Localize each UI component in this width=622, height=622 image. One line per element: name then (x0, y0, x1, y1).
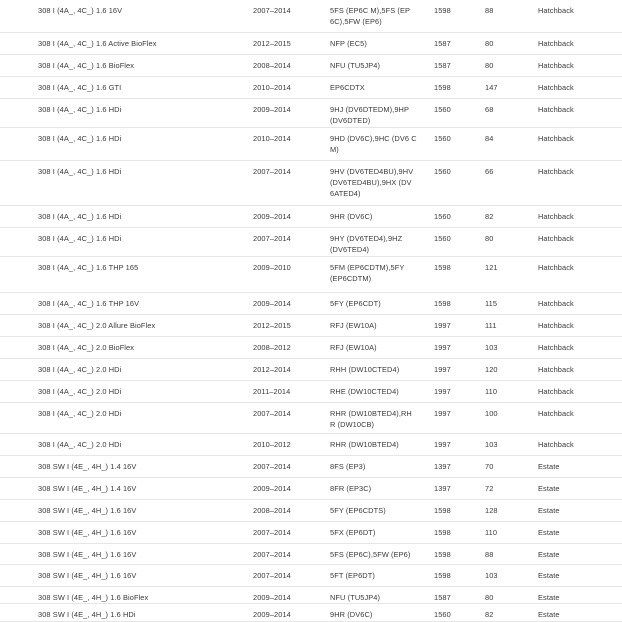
body-type-cell: Hatchback (538, 263, 574, 272)
displacement-cell: 1997 (434, 321, 451, 330)
table-row (0, 604, 622, 622)
years-cell: 2012–2015 (253, 39, 291, 48)
displacement-cell: 1997 (434, 343, 451, 352)
table-row (0, 587, 622, 604)
displacement-cell: 1598 (434, 571, 451, 580)
body-type-cell: Hatchback (538, 212, 574, 221)
table-row (0, 337, 622, 359)
displacement-cell: 1598 (434, 83, 451, 92)
body-type-cell: Hatchback (538, 343, 574, 352)
table-row (0, 33, 622, 55)
years-cell: 2007–2014 (253, 528, 291, 537)
years-cell: 2007–2014 (253, 6, 291, 15)
model-cell: 308 SW I (4E_, 4H_) 1.6 BioFlex (38, 593, 149, 602)
table-row (0, 544, 622, 565)
table-row (0, 206, 622, 228)
table-row (0, 500, 622, 522)
power-kw-cell: 115 (485, 299, 498, 308)
engine-code-cell: 5FS (EP6C M),5FS (EP 6C),5FW (EP6) (330, 6, 410, 26)
engine-code-cell: 9HR (DV6C) (330, 212, 373, 221)
engine-code-cell: RHR (DW10BTED4),RH R (DW10CB) (330, 409, 412, 429)
power-kw-cell: 82 (485, 212, 494, 221)
power-kw-cell: 80 (485, 39, 494, 48)
table-row (0, 0, 622, 33)
years-cell: 2010–2014 (253, 83, 291, 92)
table-row (0, 478, 622, 500)
years-cell: 2012–2014 (253, 365, 291, 374)
displacement-cell: 1997 (434, 365, 451, 374)
model-cell: 308 I (4A_, 4C_) 1.6 HDi (38, 134, 122, 143)
engine-code-cell: RHH (DW10CTED4) (330, 365, 400, 374)
model-cell: 308 I (4A_, 4C_) 1.6 HDi (38, 105, 122, 114)
years-cell: 2009–2014 (253, 212, 291, 221)
years-cell: 2008–2014 (253, 506, 291, 515)
displacement-cell: 1598 (434, 506, 451, 515)
power-kw-cell: 70 (485, 462, 494, 471)
displacement-cell: 1560 (434, 134, 451, 143)
years-cell: 2009–2010 (253, 263, 291, 272)
engine-code-cell: 5FS (EP6C),5FW (EP6) (330, 550, 411, 559)
body-type-cell: Hatchback (538, 134, 574, 143)
displacement-cell: 1587 (434, 593, 451, 602)
model-cell: 308 I (4A_, 4C_) 2.0 HDi (38, 365, 122, 374)
engine-code-cell: 5FX (EP6DT) (330, 528, 376, 537)
displacement-cell: 1598 (434, 263, 451, 272)
power-kw-cell: 80 (485, 234, 494, 243)
table-row (0, 359, 622, 381)
power-kw-cell: 88 (485, 6, 494, 15)
table-row (0, 381, 622, 403)
power-kw-cell: 147 (485, 83, 498, 92)
engine-code-cell: NFU (TU5JP4) (330, 593, 381, 602)
years-cell: 2009–2014 (253, 105, 291, 114)
body-type-cell: Estate (538, 484, 560, 493)
engine-code-cell: 5FY (EP6CDTS) (330, 506, 386, 515)
years-cell: 2009–2014 (253, 484, 291, 493)
model-cell: 308 SW I (4E_, 4H_) 1.6 16V (38, 550, 137, 559)
table-row (0, 257, 622, 293)
years-cell: 2011–2014 (253, 387, 291, 396)
displacement-cell: 1560 (434, 234, 451, 243)
body-type-cell: Hatchback (538, 365, 574, 374)
displacement-cell: 1598 (434, 6, 451, 15)
displacement-cell: 1598 (434, 528, 451, 537)
years-cell: 2012–2015 (253, 321, 291, 330)
displacement-cell: 1560 (434, 105, 451, 114)
engine-code-cell: 5FT (EP6DT) (330, 571, 375, 580)
body-type-cell: Estate (538, 610, 560, 619)
engine-code-cell: 5FY (EP6CDT) (330, 299, 381, 308)
table-row (0, 128, 622, 161)
power-kw-cell: 110 (485, 387, 498, 396)
body-type-cell: Hatchback (538, 387, 574, 396)
years-cell: 2007–2014 (253, 550, 291, 559)
table-row (0, 293, 622, 315)
engine-code-cell: RFJ (EW10A) (330, 321, 377, 330)
years-cell: 2008–2012 (253, 343, 291, 352)
power-kw-cell: 121 (485, 263, 498, 272)
power-kw-cell: 72 (485, 484, 494, 493)
body-type-cell: Hatchback (538, 234, 574, 243)
displacement-cell: 1598 (434, 550, 451, 559)
model-cell: 308 SW I (4E_, 4H_) 1.6 HDi (38, 610, 136, 619)
model-cell: 308 I (4A_, 4C_) 2.0 HDi (38, 440, 122, 449)
power-kw-cell: 128 (485, 506, 498, 515)
years-cell: 2008–2014 (253, 61, 291, 70)
model-cell: 308 I (4A_, 4C_) 2.0 HDi (38, 409, 122, 418)
model-cell: 308 I (4A_, 4C_) 1.6 HDi (38, 234, 122, 243)
power-kw-cell: 66 (485, 167, 494, 176)
model-cell: 308 I (4A_, 4C_) 1.6 HDi (38, 167, 122, 176)
displacement-cell: 1560 (434, 212, 451, 221)
table-row (0, 315, 622, 337)
body-type-cell: Hatchback (538, 299, 574, 308)
years-cell: 2007–2014 (253, 167, 291, 176)
displacement-cell: 1560 (434, 610, 451, 619)
engine-code-cell: RFJ (EW10A) (330, 343, 377, 352)
model-cell: 308 I (4A_, 4C_) 2.0 BioFlex (38, 343, 135, 352)
model-cell: 308 I (4A_, 4C_) 1.6 HDi (38, 212, 122, 221)
table-row (0, 55, 622, 77)
power-kw-cell: 103 (485, 343, 498, 352)
model-cell: 308 I (4A_, 4C_) 1.6 THP 165 (38, 263, 139, 272)
model-cell: 308 SW I (4E_, 4H_) 1.4 16V (38, 462, 137, 471)
body-type-cell: Hatchback (538, 440, 574, 449)
years-cell: 2007–2014 (253, 409, 291, 418)
displacement-cell: 1997 (434, 387, 451, 396)
model-cell: 308 I (4A_, 4C_) 1.6 THP 16V (38, 299, 140, 308)
body-type-cell: Hatchback (538, 321, 574, 330)
body-type-cell: Estate (538, 462, 560, 471)
displacement-cell: 1397 (434, 462, 451, 471)
years-cell: 2007–2014 (253, 462, 291, 471)
table-row (0, 161, 622, 206)
power-kw-cell: 110 (485, 528, 498, 537)
table-row (0, 403, 622, 434)
engine-code-cell: NFU (TU5JP4) (330, 61, 381, 70)
displacement-cell: 1598 (434, 299, 451, 308)
model-cell: 308 SW I (4E_, 4H_) 1.4 16V (38, 484, 137, 493)
power-kw-cell: 120 (485, 365, 498, 374)
engine-code-cell: RHR (DW10BTED4) (330, 440, 399, 449)
engine-code-cell: 5FM (EP6CDTM),5FY (EP6CDTM) (330, 263, 405, 283)
displacement-cell: 1997 (434, 440, 451, 449)
power-kw-cell: 82 (485, 610, 494, 619)
body-type-cell: Hatchback (538, 167, 574, 176)
years-cell: 2010–2014 (253, 134, 291, 143)
model-cell: 308 I (4A_, 4C_) 2.0 Allure BioFlex (38, 321, 156, 330)
body-type-cell: Hatchback (538, 409, 574, 418)
engine-code-cell: 9HJ (DV6DTEDM),9HP (DV6DTED) (330, 105, 409, 125)
years-cell: 2009–2014 (253, 593, 291, 602)
body-type-cell: Hatchback (538, 39, 574, 48)
power-kw-cell: 84 (485, 134, 494, 143)
engine-code-cell: 8FR (EP3C) (330, 484, 372, 493)
displacement-cell: 1397 (434, 484, 451, 493)
years-cell: 2009–2014 (253, 299, 291, 308)
model-cell: 308 I (4A_, 4C_) 1.6 GTI (38, 83, 122, 92)
table-row (0, 228, 622, 257)
years-cell: 2007–2014 (253, 234, 291, 243)
engine-code-cell: 9HV (DV6TED4BU),9HV (DV6TED4BU),9HX (DV 6ATED4) (330, 167, 414, 198)
model-cell: 308 I (4A_, 4C_) 2.0 HDi (38, 387, 122, 396)
engine-code-cell: 9HR (DV6C) (330, 610, 373, 619)
body-type-cell: Hatchback (538, 61, 574, 70)
body-type-cell: Estate (538, 571, 560, 580)
model-cell: 308 SW I (4E_, 4H_) 1.6 16V (38, 571, 137, 580)
model-cell: 308 I (4A_, 4C_) 1.6 16V (38, 6, 123, 15)
model-cell: 308 SW I (4E_, 4H_) 1.6 16V (38, 528, 137, 537)
body-type-cell: Estate (538, 506, 560, 515)
engine-code-cell: EP6CDTX (330, 83, 365, 92)
body-type-cell: Hatchback (538, 6, 574, 15)
power-kw-cell: 103 (485, 440, 498, 449)
model-cell: 308 I (4A_, 4C_) 1.6 Active BioFlex (38, 39, 157, 48)
engine-code-cell: 9HD (DV6C),9HC (DV6 C M) (330, 134, 417, 154)
power-kw-cell: 100 (485, 409, 498, 418)
table-row (0, 456, 622, 478)
power-kw-cell: 68 (485, 105, 494, 114)
power-kw-cell: 88 (485, 550, 494, 559)
power-kw-cell: 103 (485, 571, 498, 580)
table-row (0, 99, 622, 128)
body-type-cell: Estate (538, 528, 560, 537)
body-type-cell: Hatchback (538, 105, 574, 114)
power-kw-cell: 80 (485, 593, 494, 602)
model-cell: 308 SW I (4E_, 4H_) 1.6 16V (38, 506, 137, 515)
years-cell: 2007–2014 (253, 571, 291, 580)
body-type-cell: Hatchback (538, 83, 574, 92)
engine-code-cell: 8FS (EP3) (330, 462, 366, 471)
displacement-cell: 1997 (434, 409, 451, 418)
table-row (0, 77, 622, 99)
body-type-cell: Estate (538, 550, 560, 559)
displacement-cell: 1587 (434, 61, 451, 70)
displacement-cell: 1560 (434, 167, 451, 176)
power-kw-cell: 111 (485, 321, 497, 330)
displacement-cell: 1587 (434, 39, 451, 48)
table-row (0, 434, 622, 456)
power-kw-cell: 80 (485, 61, 494, 70)
years-cell: 2009–2014 (253, 610, 291, 619)
table-row (0, 522, 622, 544)
body-type-cell: Estate (538, 593, 560, 602)
engine-code-cell: NFP (EC5) (330, 39, 367, 48)
model-cell: 308 I (4A_, 4C_) 1.6 BioFlex (38, 61, 135, 70)
table-row (0, 565, 622, 587)
engine-code-cell: RHE (DW10CTED4) (330, 387, 399, 396)
years-cell: 2010–2012 (253, 440, 291, 449)
engine-code-cell: 9HY (DV6TED4),9HZ (DV6TED4) (330, 234, 403, 254)
